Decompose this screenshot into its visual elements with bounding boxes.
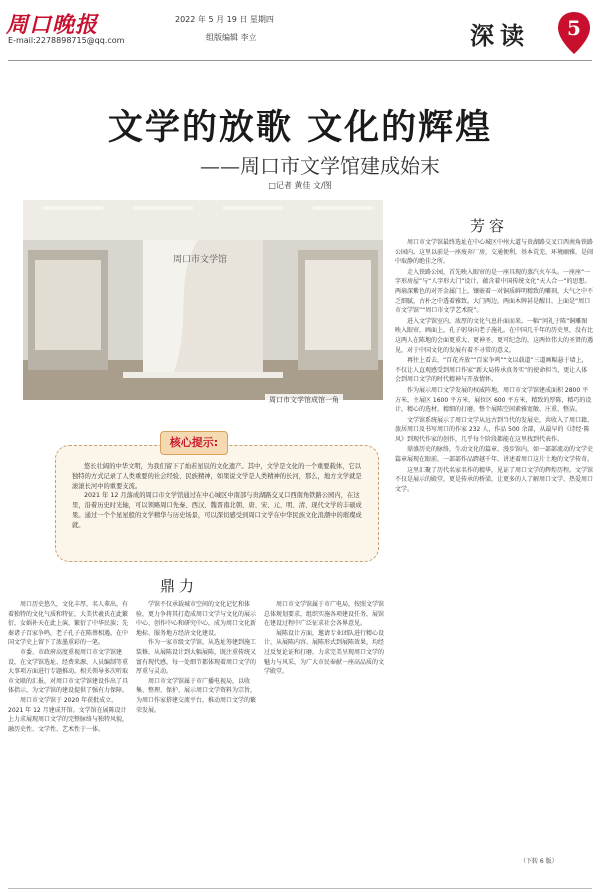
paragraph: 2021 年 12 月落成的周口市文学馆通过在中心城区中南部与贵湖路交叉口西南角铁路公园内，在这里，沿着历史时光轴，可以领略周口先秦、西汉、魏晋南北朝、唐、宋、元、明、清、现代文学的丰硕成果。通过一个个星星般的文学精华与历史场景，可以深切感受到周口文学在中华民族文化浪潮中的璀璨成就。 — [72, 492, 362, 529]
paragraph: 周口市文学馆属于市广播电视局，以收集、整理、保护、展示周口文学资料为宗旨，为周口作家搭建交流平台，推动周口文学的繁荣发展。 — [136, 677, 257, 714]
text-column — [136, 600, 256, 885]
newspaper-logo: 周口晚报 — [6, 12, 99, 38]
right-column-text — [395, 238, 593, 838]
email-line: E-mail:2278898715@qq.com — [8, 36, 125, 45]
museum-photo — [23, 200, 383, 400]
paragraph: 作为展示周口文学发展的权威阵地，周口市文学馆建成面积 2800 平方米，主展区 1600 平方米，展位区 600 平方米，精致的厚陈，精巧的设计，精心的选材，精细的打磨，整个展陈空间素雅宽敞、庄重、整洁。 — [395, 386, 592, 414]
page-number-badge — [556, 10, 592, 56]
paragraph: 悠长壮阔的中华文明，为我们留下了灿若星辰的文化遗产。其中，文学是文化的一个重要载体，它以独特的方式记录了人类重要的社会经验、民族精神，如果说文学是人类精神的长河，那么，地方文学就是滚滚长河中的重要支流。 — [72, 463, 362, 490]
paragraph: 周口市文学馆于 2020 年获批成立，2021 年 12 月建成开馆。文学馆在展陈设计上力求展现周口文学的完整脉络与独特风貌，融历史性、文学性、艺术性于一体。 — [8, 696, 129, 733]
header-divider — [8, 60, 592, 61]
paragraph: 市委、市政府高度重视周口市文学馆建设，在文学馆选址、经费来源、人员编制等重大事项方面进行专题推动。相关领导多次听取市文联的汇报，对周口市文学馆建设作出了具体指示，为文学馆的建设提供了强有力保障。 — [8, 648, 129, 695]
paragraph: 这里汇聚了历代名家名作的精华，见证了周口文学的辉煌历程。文学馆不仅是展示的殿堂，更是传承的桥梁，让更多的人了解周口文学、热爱周口文学。 — [395, 466, 593, 493]
paragraph: 走入铁路公园，首先映入眼帘的是一座具现的蒸汽火车头。一座座“一字形房屋”与“人字形大门”设计，蕴含着中国传统文化“天人合一”的思想。两扇深紫色的对开金属门上，镶嵌着一对铜质鲜明精致的雕刻，大气之中不乏细腻，古朴之中透着雅致。大门两边，两面木牌甚是醒目，上面是“周口市文学馆”“周口市文学艺术院”。 — [395, 268, 593, 315]
paragraph: 周口市文学馆属于市广电局，按照文学馆总体规划要求，组织实施各项建设任务，展馆在建设过程中广泛征求社会各界意见。 — [264, 601, 385, 628]
wall-title: 周口市文学馆 — [173, 255, 228, 265]
author-name-right: 芳容 — [470, 217, 509, 235]
paragraph: 文学馆系统展示了周口文学从远古到当代的发展史，共收入了周口籍、旅居周口及书写周口的作家 232 人，作品 500 余部，从最早的《诗经·陈风》到现代作家的创作，几乎每个阶段都能在这里找到代表作。 — [395, 416, 593, 443]
core-hint-label: 核心提示: — [160, 431, 228, 455]
continued-notice: （下转 6 版） — [520, 858, 558, 865]
headline: 文学的放歌 文化的辉煌 — [107, 107, 493, 148]
photo-caption: 周口市文学馆成馆一角 — [265, 394, 343, 406]
lower-columns — [8, 600, 388, 885]
section-title: 深读 — [470, 21, 530, 50]
paragraph: 周口历史悠久，文化丰厚，名人辈出，有着独特的文化气质和特征，大美伏羲氏在此繁衍，女娲补天在此上演，繁衍了中华民族；先秦诸子百家争鸣，老子孔子在陈蔡相遇，在中国文学史上留下了浓墨重彩的一笔。 — [8, 601, 129, 647]
paragraph: 展陈设计方面，邀请专业团队进行精心设计，从展陈内容、展陈形式到展陈效果，均经过反复论证和打磨，力求完美呈现周口文学的魅力与风采，为广大市民奉献一座高品质的文学殿堂。 — [264, 629, 385, 676]
core-hint-text — [72, 462, 362, 531]
paragraph: 周口市文学馆最终选址在中心城区中州大道与贵湖路交叉口西南角铁路公园内。这里以前是一座废弃厂房，交通便利，基本荒芜，环境幽雅，是闹中取静的绝佳之所。 — [395, 239, 593, 266]
paragraph: 进入文学馆室内，浓厚的文化气息扑面而来。一幅“问礼于陈”铜雕图映入眼帘，画面上，孔子躬身向老子施礼。在中国几千年的历史里，没有比这两人在陈地的会面更重大、更神圣、更可纪念的，这两位伟大的圣贤的遇见，对于中国文化的发展有着不寻常的意义。 — [395, 317, 593, 354]
byline: □记者 黄佳 文/图 — [268, 181, 332, 190]
paragraph: 再往上看去，“百花齐放”“百家争鸣”“文以载道”三道画幅悬于墙上，不仅让人直观感受到周口作家“新大局传承真务实”的使命担当，更让人体会到周口文学的时代精神与开放情怀。 — [395, 357, 588, 384]
text-column — [8, 600, 128, 885]
author-name-left: 鼎力 — [160, 577, 199, 595]
paragraph: 鼎盛历史的脉络，生动文化的篇章。漫步馆内，如一部部流动的文学史篇章展现在眼前，一部部作品跨越千年，讲述着周口这片土地的文学传奇。 — [395, 446, 593, 464]
layout-editor: 组版编辑 李立 — [206, 33, 257, 42]
subtitle: ——周口市文学馆建成始末 — [200, 154, 440, 178]
page-number: 5 — [567, 16, 581, 40]
footer-divider — [8, 888, 592, 889]
issue-date: 2022 年 5 月 19 日 星期四 — [175, 15, 274, 24]
paragraph: 作为一家市级文学馆，从选址筹建到施工装修，从展陈设计到大幅展陈，既注重传统又富有现代感，每一处细节都体现着周口文学的厚重与灵动。 — [136, 639, 257, 676]
text-column — [264, 600, 384, 885]
paragraph: 学馆不仅承载城市空间的文化记忆和体验，更力争将其打造成周口文学与文化的展示中心、创作中心和研究中心，成为周口文化新地标、服务地方经济文化建设。 — [136, 601, 257, 637]
